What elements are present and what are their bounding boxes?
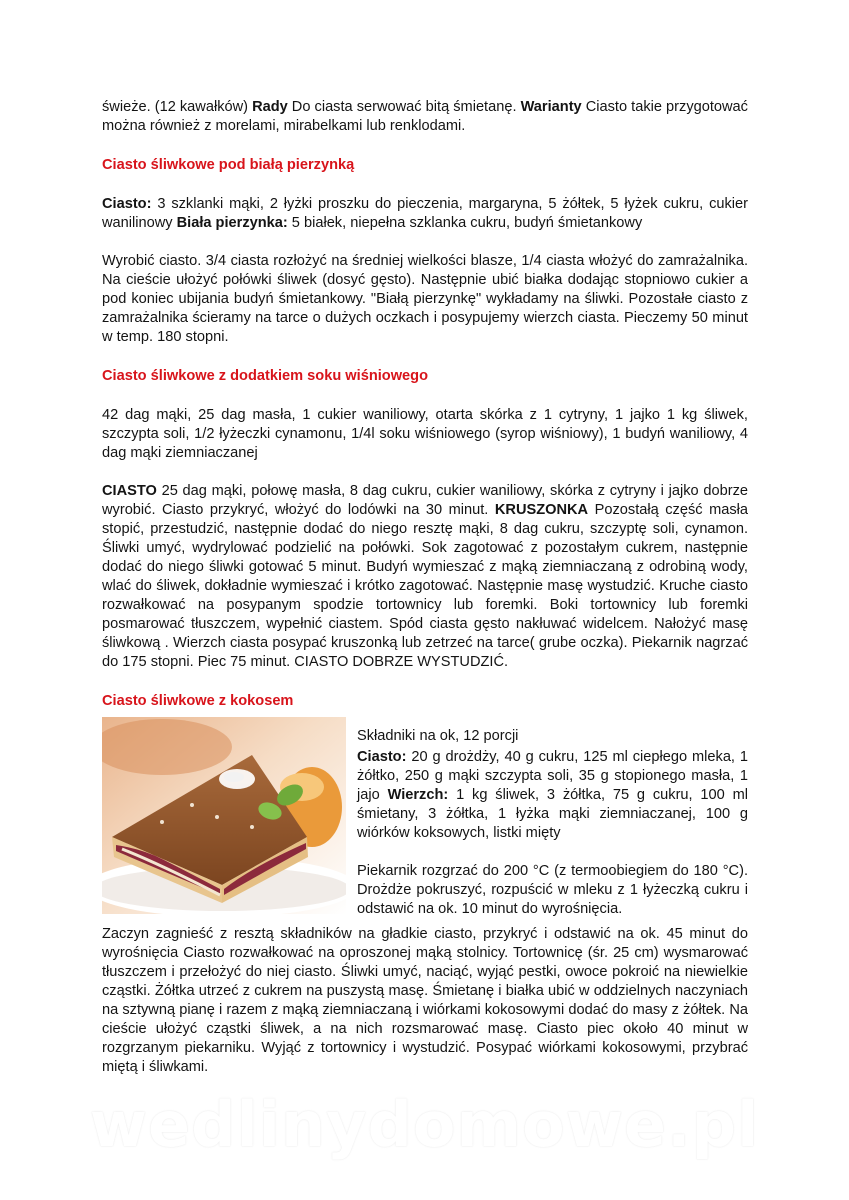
bold-label-biala-pierzynka: Biała pierzynka: bbox=[176, 215, 288, 231]
recipe3-figure-block bbox=[102, 717, 749, 917]
document-page bbox=[102, 98, 748, 1077]
text-run: Pozostałą część masła stopić, przestudzić, następnie dodać do niego resztę mąki, 8 dag cukru, szczyptę soli, cynamon. Śliwki umyć, wydrylować podzielić na połówki. Sok zagotować z pozostałym cukrem, następnie dodać do niego śliwki gotować 5 minut. Budyń wymieszać z mąką ziemniaczaną z odrobiną wody, wlać do śliwek, dokładnie wymieszać i krótko zagotować. Następnie masę wystudzić. Kruche ciasto rozwałkować na posypanym spodzie tortownicy lub foremki. Boki tortownicy lub foremki posmarować tłuszczem, wypełnić ciastem. Spód ciasta gęsto nakłuwać widelcem. Nałożyć masę śliwkową . Wierzch ciasta posypać kruszonką lub zetrzeć na tarce( grube oczka). Piekarnik nagrzać do 175 stopni. Piec 75 minut. CIASTO DOBRZE WYSTUDZIĆ. bbox=[102, 502, 748, 670]
recipe2-method bbox=[102, 482, 748, 672]
bold-label-ciasto-caps: CIASTO bbox=[102, 483, 157, 499]
bold-label-ciasto: Ciasto: bbox=[102, 196, 152, 212]
text-run: 25 dag mąki, połowę masła, 8 dag cukru, cukier waniliowy, skórka z cytryny i jajko dobrze wyrobić. Ciasto przykryć, włożyć do lodówki na 30 minut. bbox=[102, 483, 748, 518]
recipe-title-kokos: Ciasto śliwkowe z kokosem bbox=[102, 693, 294, 709]
bold-label-kruszonka: KRUSZONKA bbox=[494, 502, 589, 518]
plum-cake-photo bbox=[102, 717, 346, 914]
recipe1-ingredients bbox=[102, 195, 748, 233]
recipe1-method: Wyrobić ciasto. 3/4 ciasta rozłożyć na średniej wielkości blasze, 1/4 ciasta włożyć do zamrażalnika. Na cieście ułożyć połówki śliwek (dosyć gęsto). Następnie ubić białka dodając stopniowo cukier a pod koniec ubijania budyń śmietankowy. "Białą pierzynkę" wykładamy na śliwki. Pozostałe ciasto z zamrażalnika ścieramy na tarce o dużych oczkach i posypujemy wierzch ciasta. Pieczemy 50 minut w temp. 180 stopni. bbox=[102, 253, 748, 345]
bold-label-wierzch: Wierzch: bbox=[387, 787, 449, 803]
recipe2-ingredients: 42 dag mąki, 25 dag masła, 1 cukier waniliowy, otarta skórka z 1 cytryny, 1 jajko 1 kg śliwek, szczypta soli, 1/2 łyżeczki cynamonu, 1/4l soku wiśniowego (syrop wiśniowy), 1 budyń waniliowy, 4 dag mąki ziemniaczanej bbox=[102, 407, 748, 461]
text-run: 20 g drożdży, 40 g cukru, 125 ml ciepłego mleka, 1 żółtko, 250 g mąki szczypta soli, 35 g stopionego masła, 1 jajo bbox=[357, 749, 748, 803]
text-run: Ciasto takie przygotować można również z morelami, mirabelkami lub renklodami. bbox=[102, 99, 748, 134]
recipe3-side-text bbox=[357, 727, 748, 919]
recipe-title-sok-wisniowy: Ciasto śliwkowe z dodatkiem soku wiśniowego bbox=[102, 368, 428, 384]
recipe3-method-full: Zaczyn zagnieść z resztą składników na gładkie ciasto, przykryć i odstawić na ok. 45 minut do wyrośnięcia Ciasto rozwałkować na oproszonej mąką stolnicy. Tortownicę (śr. 25 cm) wysmarować tłuszczem i przełożyć do niej ciasto. Śliwki umyć, naciąć, wyjąć pestki, owoce pokroić na niewielkie cząstki. Żółtka utrzeć z cukrem na puszystą masę. Śmietanę i białka ubić w oddzielnych naczyniach na sztywną pianę i razem z mąką ziemniaczaną i wiórkami kokosowymi dodać do masy z żółtek. Na cieście ułożyć cząstki śliwek, a na nich rozsmarować masę. Ciasto piec około 40 minut w rozgrzanym piekarniku. Wyjąć z tortownicy i wystudzić. Posypać wiórkami kokosowymi, przybrać miętą i śliwkami. bbox=[102, 926, 748, 1075]
bold-label-warianty: Warianty bbox=[520, 99, 582, 115]
bold-label-rady: Rady bbox=[252, 99, 288, 115]
text-run: 5 białek, niepełna szklanka cukru, budyń śmietankowy bbox=[287, 215, 643, 231]
recipe3-ingredients bbox=[357, 748, 748, 843]
recipe3-portions: Składniki na ok, 12 porcji bbox=[357, 728, 519, 744]
watermark-text: wedlinydomowe.pl bbox=[89, 1088, 760, 1161]
text-run: świeże. (12 kawałków) bbox=[102, 99, 253, 115]
intro-paragraph bbox=[102, 98, 748, 136]
bold-label-ciasto: Ciasto: bbox=[357, 749, 407, 765]
recipe3-method-side: Piekarnik rozgrzać do 200 °C (z termoobiegiem do 180 °C). Drożdże pokruszyć, rozpuścić w mleku z 1 łyżeczką cukru i odstawić na ok. 10 minut do wyrośnięcia. bbox=[357, 863, 748, 917]
text-run: 3 szklanki mąki, 2 łyżki proszku do pieczenia, margaryna, 5 żółtek, 5 łyżek cukru, cukier wanilinowy bbox=[102, 196, 748, 231]
text-run: 1 kg śliwek, 3 żółtka, 75 g cukru, 100 ml śmietany, 3 żółtka, 1 łyżka mąki ziemniaczanej, 100 g wiórków koksowych, listki mięty bbox=[357, 787, 749, 841]
text-run: Do ciasta serwować bitą śmietanę. bbox=[287, 99, 521, 115]
recipe-title-bialą-pierzynka: Ciasto śliwkowe pod białą pierzynką bbox=[102, 157, 355, 173]
